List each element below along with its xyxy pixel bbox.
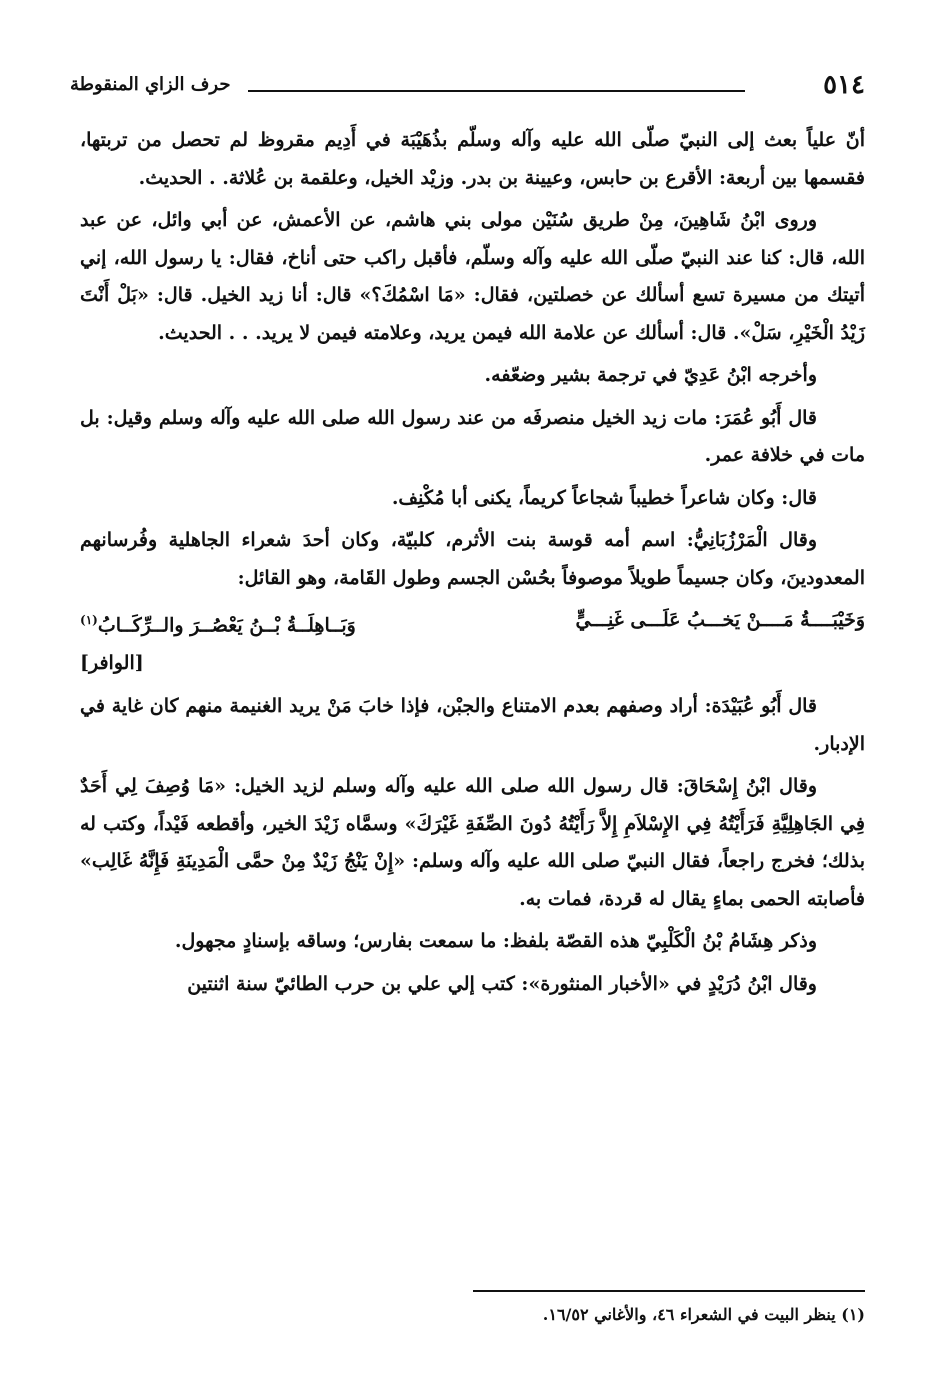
page-number: ٥١٤ (823, 70, 865, 100)
header-rule (248, 90, 745, 92)
footnote: (١) ينظر البيت في الشعراء ٤٦، والأغاني ١٦/٥٢. (542, 1305, 865, 1324)
paragraph: أنّ علياً بعث إلى النبيّ صلّى الله عليه وآله وسلّم بذُهَيْبَة في أَدِيم مقروظ لم تحصل من تربتها، فقسمها بين أربعة: الأقرع بن حابس، وعيينة بن بدر. وزيْد الخيل، وعلقمة بن عُلاثة. . الحديث. (80, 129, 865, 189)
running-title: حرف الزاي المنقوطة (70, 74, 231, 95)
paragraph: وقال ابْنُ إِسْحَاقَ: قال رسول الله صلى الله عليه وآله وسلم لزيد الخيل: «مَا وُصِفَ لِي أَحَدٌ فِي الجَاهِلِيَّةِ فَرَأَيْتُهُ فِي الإِسْلاَمِ إِلاَّ رَأَيْتُهُ دُونَ الصِّفَةِ غَيْرَكَ» وسمَّاه زَيْدَ الخير، وأقطعه فَيْداً، وكتب له بذلك؛ فخرج راجعاً، فقال النبيّ صلى الله عليه وآله وسلم: «إِنْ يَنْجُ زَيْدٌ مِنْ حمَّى الْمَدِينَةِ فَإِنَّهُ غَالِب» فأصابته الحمى بماءٍ يقال له قردة، فمات به. (80, 775, 865, 910)
paragraph: وقال ابْنُ دُرَيْدٍ في «الأخبار المنثورة»: كتب إلي علي بن حرب الطائيّ سنة اثنتين (187, 972, 817, 995)
paragraph: وأخرجه ابْنُ عَدِيّ في ترجمة بشير وضعّفه. (484, 364, 817, 386)
poem-verse (80, 602, 865, 645)
poem-meter: [الوافر] (80, 651, 144, 674)
body-text (80, 122, 865, 1008)
paragraph: قال أَبُو عُمَرَ: مات زيد الخيل منصرفَه من عند رسول الله صلى الله عليه وآله وسلم وقيل: بل مات في خلافة عمر. (80, 406, 865, 466)
footnote-rule (473, 1290, 865, 1292)
page-header (70, 68, 865, 102)
paragraph: وذكر هِشَامُ بْنُ الْكَلْبِيّ هذه القصّة بلفظ: ما سمعت بفارس؛ وساقه بإسنادٍ مجهول. (174, 930, 817, 953)
paragraph: قال: وكان شاعراً خطيباً شجاعاً كريماً، يكنى أبا مُكْنِف. (391, 486, 817, 509)
paragraph: وروى ابْنُ شَاهِينَ، مِنْ طريق سُنَيْن مولى بني هاشم، عن الأعمش، عن أبي وائل، عن عبد الله، قال: كنا عند النبيّ صلّى الله عليه وآله وسلّم، فأقبل راكب حتى أناخ، فقال: يا رسول الله، إني أتيتك من مسيرة تسع أسألك عن خصلتين، فقال: «مَا اسْمُكَ؟» قال: أنا زيد الخيل. قال: «بَلْ أَنْتَ زَيْدُ الْخَيْرِ، سَلْ». قال: أسألك عن علامة الله فيمن يريد، وعلامته فيمن لا يريد. . . الحديث. (80, 209, 865, 344)
verse-second-hemistich: وَبَــاهِلَــةُ بْــنُ يَعْصُــرَ والــرِّكَــابُ (97, 614, 356, 637)
paragraph: وقال الْمَرْزُبَانِيُّ: اسم أمه قوسة بنت الأثرم، كلبيّة، وكان أحدَ شعراء الجاهلية وفُرسانهم المعدودينَ، وكان جسيماً طويلاً موصوفاً بحُسْن الجسم وطول القَامة، وهو القائل: (80, 529, 865, 589)
verse-second-hemistich-wrap (80, 602, 356, 645)
verse-first-hemistich: وَخَيْبَــــةُ مَــــنْ يَخـــبُ عَلَـــى غَنِـــيٍّ (575, 609, 865, 631)
paragraph: قال أَبُو عُبَيْدَة: أراد وصفهم بعدم الامتناع والجبْن، فإذا خابَ مَنْ يريد الغنيمة منهم كان غاية في الإدبار. (80, 695, 865, 755)
footnote-marker: (١) (80, 613, 98, 627)
